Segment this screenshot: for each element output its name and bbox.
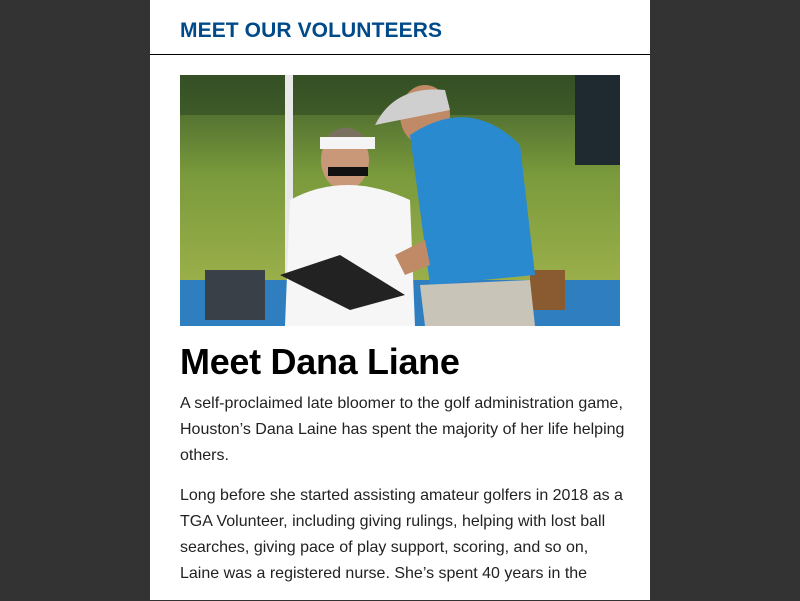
section-title: MEET OUR VOLUNTEERS	[180, 19, 443, 42]
volunteer-photo	[180, 75, 620, 326]
content-column	[150, 0, 650, 600]
paragraph: Long before she started assisting amateur golfers in 2018 as a TGA Volunteer, including giving rulings, helping with lost ball searches, giving pace of play support, scoring, and so on, Laine was a registered nurse. She’s spent 40 years in the	[180, 487, 623, 582]
article-heading: Meet Dana Liane	[180, 341, 460, 382]
article-body	[180, 391, 630, 601]
divider	[150, 54, 650, 55]
paragraph: A self-proclaimed late bloomer to the golf administration game, Houston’s Dana Laine has spent the majority of her life helping others.	[180, 395, 625, 464]
